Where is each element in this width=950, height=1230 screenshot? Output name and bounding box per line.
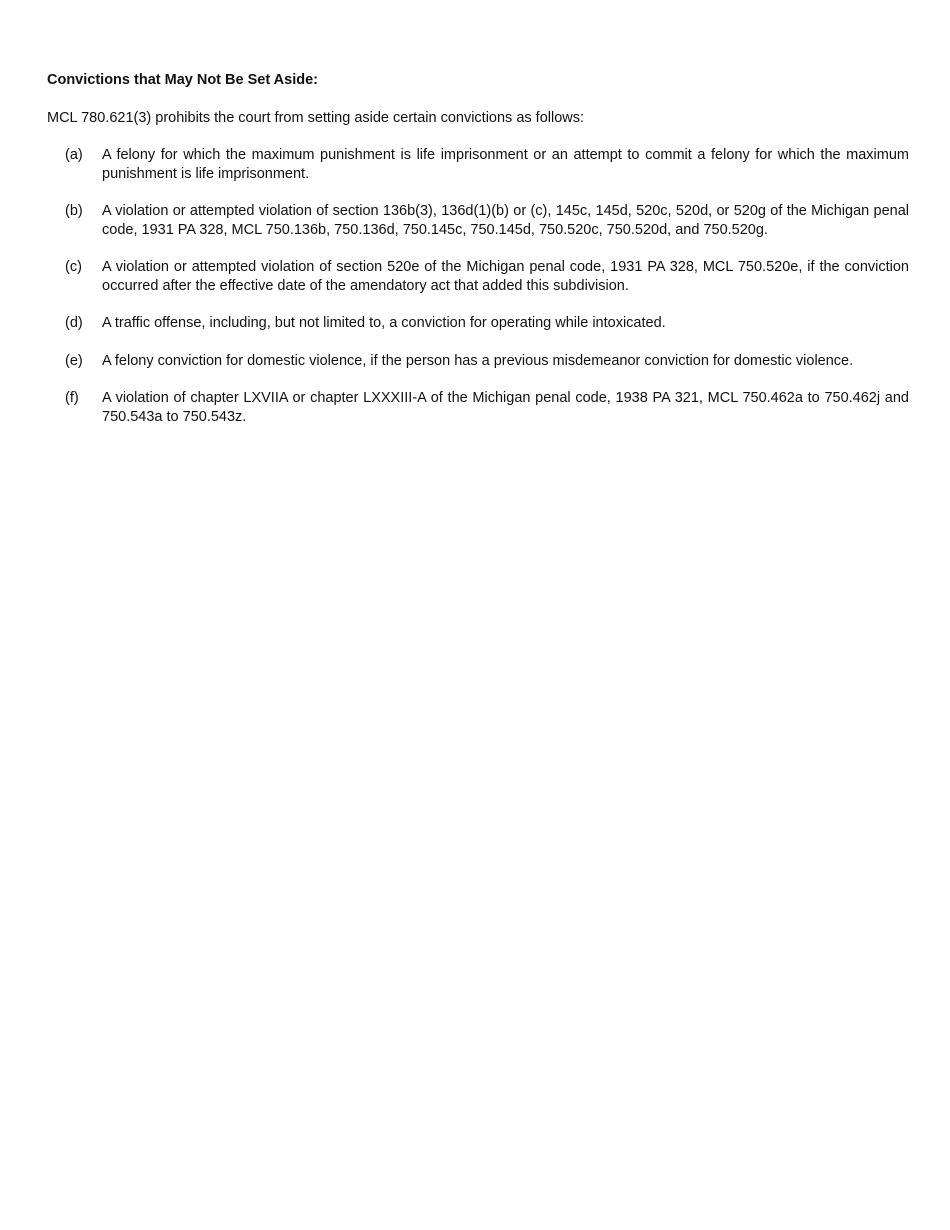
list-item-text: A felony conviction for domestic violence, if the person has a previous misdemeanor conviction for domestic violence. (102, 352, 854, 369)
section-heading: Convictions that May Not Be Set Aside: (47, 72, 318, 88)
list-item-text: A violation or attempted violation of section 136b(3), 136d(1)(b) or (c), 145c, 145d, 520c, 520d, or 520g of the Michigan penal code, 1931 PA 328, MCL 750.136b, 750.136d, 750.145c, 750.145d, 750.520c, 750.520d, and 750.520g. (102, 203, 909, 238)
list-item-a (0, 146, 950, 183)
list-item-text: A felony for which the maximum punishment is life imprisonment or an attempt to commit a felony for which the maximum punishment is life imprisonment. (102, 147, 909, 182)
list-item-marker: (a) (65, 147, 83, 163)
list-item-text: A traffic offense, including, but not limited to, a conviction for operating while intoxicated. (102, 315, 666, 331)
list-item-marker: (b) (65, 203, 83, 219)
list-item-marker: (f) (65, 390, 79, 406)
convictions-list (0, 146, 950, 445)
list-item-e (0, 352, 950, 371)
list-item-c (0, 258, 950, 295)
list-item-text: A violation of chapter LXVIIA or chapter LXXXIII-A of the Michigan penal code, 1938 PA 321, MCL 750.462a to 750.462j and 750.543a to 750.543z. (102, 390, 909, 425)
list-item-f (0, 389, 950, 426)
list-item-marker: (c) (65, 259, 82, 275)
list-item-text: A violation or attempted violation of section 520e of the Michigan penal code, 1931 PA 328, MCL 750.520e, if the conviction occurred after the effective date of the amendatory act that added this subdivision. (102, 259, 909, 294)
list-item-marker: (d) (65, 315, 83, 331)
list-item-marker: (e) (65, 352, 83, 369)
list-item-b (0, 202, 950, 239)
list-item-d (0, 314, 950, 333)
intro-paragraph: MCL 780.621(3) prohibits the court from setting aside certain convictions as follows: (47, 110, 585, 126)
